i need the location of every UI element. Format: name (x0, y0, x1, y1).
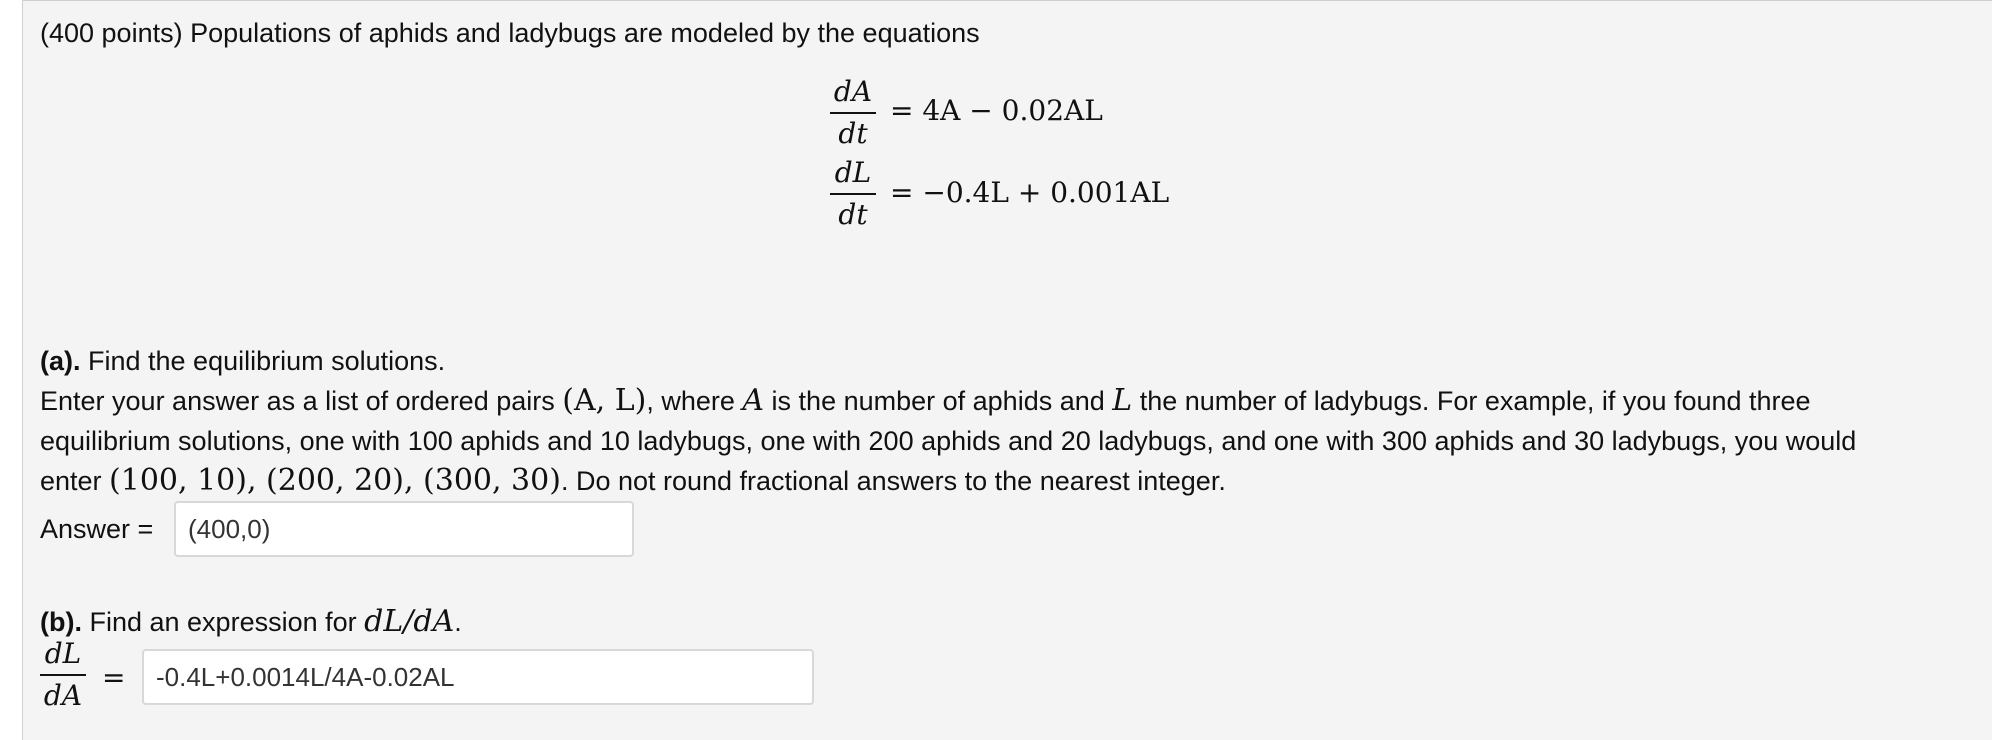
question-panel (22, 0, 1992, 740)
instruction-text: enter (40, 466, 110, 496)
equation-2-numerator: dL (834, 156, 872, 189)
equation-1-rhs: = 4A − 0.02AL (890, 94, 1103, 127)
part-a-instruction-line-1 (40, 384, 1811, 418)
part-a-title: Find the equilibrium solutions. (80, 346, 446, 376)
instruction-text: the number of ladybugs. For example, if you found three (1132, 386, 1811, 416)
answer-b-input[interactable] (142, 649, 814, 705)
part-a-instruction-line-3 (40, 464, 1226, 498)
part-b-heading (40, 605, 462, 639)
part-a-instruction-line-2: equilibrium solutions, one with 100 aphids and 10 ladybugs, one with 200 aphids and 20 ladybugs, and one with 300 aphids and 30 ladybugs, you would (40, 426, 1857, 456)
problem-header: (400 points) Populations of aphids and ladybugs are modeled by the equations (40, 18, 980, 48)
instruction-text: . Do not round fractional answers to the nearest integer. (560, 466, 1226, 496)
answer-a-label: Answer = (40, 514, 154, 544)
equation-1-denominator: dt (838, 117, 868, 150)
part-a-heading (40, 344, 445, 378)
equals-sign: = (102, 661, 126, 694)
variable-l: L (1112, 383, 1133, 418)
derivative-notation: dL/dA (364, 604, 455, 639)
fraction-bar (830, 112, 876, 114)
fraction-bar (830, 193, 876, 195)
answer-a-input[interactable] (174, 501, 634, 557)
equation-1-fraction (830, 75, 876, 151)
equation-2-denominator: dt (838, 198, 868, 231)
part-b-label: (b). (40, 607, 82, 637)
dl-da-numerator: dL (44, 637, 82, 670)
ordered-pair-notation: (A, L) (562, 383, 647, 418)
instruction-text: is the number of aphids and (764, 386, 1113, 416)
dl-da-denominator: dA (43, 679, 83, 712)
equation-2-fraction (830, 156, 876, 232)
part-b-title: Find an expression for (81, 607, 365, 637)
instruction-text: , where (646, 386, 743, 416)
example-pairs: (100, 10), (200, 20), (300, 30) (109, 463, 561, 498)
variable-a: A (742, 383, 765, 418)
equation-2-rhs: = −0.4L + 0.001AL (890, 176, 1170, 209)
dl-da-fraction (40, 637, 86, 713)
equation-1-numerator: dA (833, 75, 873, 108)
instruction-text: . (454, 607, 462, 637)
part-a-label: (a). (40, 346, 81, 376)
fraction-bar (40, 674, 86, 676)
instruction-text: Enter your answer as a list of ordered pairs (40, 386, 563, 416)
